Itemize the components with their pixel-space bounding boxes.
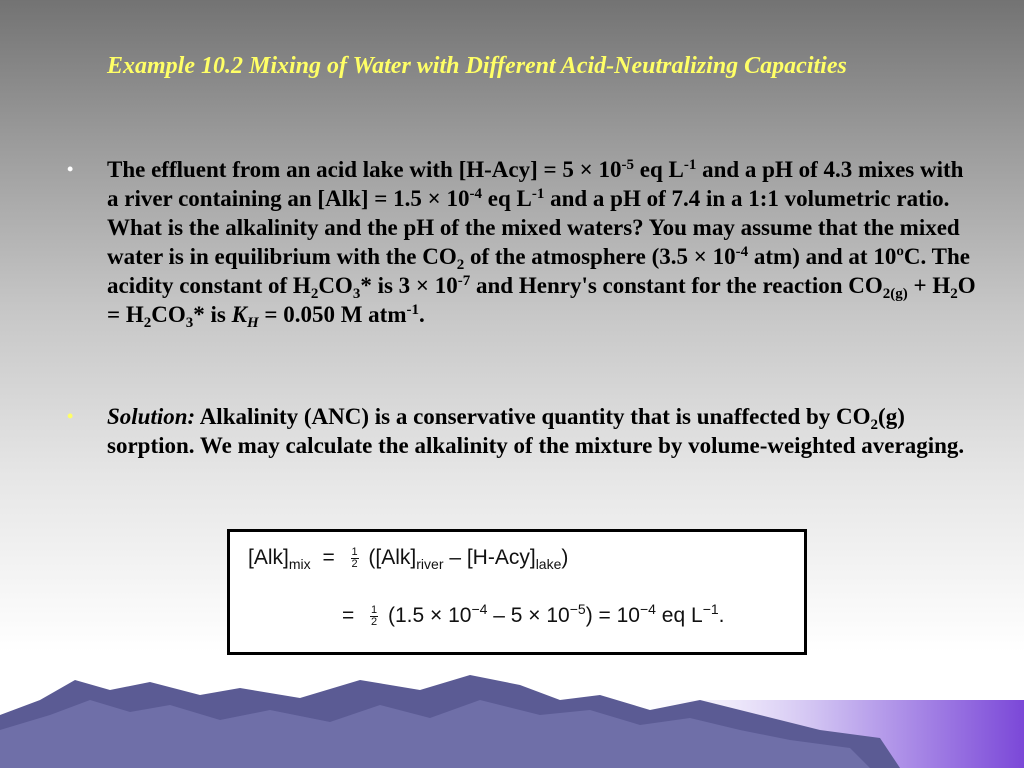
equation-box [227,529,807,655]
slide-title: Example 10.2 Mixing of Water with Different Acid-Neutralizing Capacities [107,53,847,79]
solution-text: Solution: Alkalinity (ANC) is a conservative quantity that is unaffected by $CO_2(g)$ sorption. We may calculate the alkalinity of the mixture by volume-weighted averaging. [107,404,965,458]
solution-bullet [67,402,977,460]
problem-bullet [67,155,977,331]
bullet-dot: • [67,406,74,426]
mountain-range-decoration [0,660,1024,768]
equation-line-2: = $\frac{1}{2}$ $(1.5 \times 10^{-4} - 5 \times 10^{-5}) = 10^{-4}$ eq $L^{-1}$. [342,601,725,628]
half-fraction: $\frac{1}{2}$ [351,545,358,570]
half-fraction: $\frac{1}{2}$ [371,603,378,628]
equation-line-1: $[Alk]_{mix}$ = $\frac{1}{2}$ $([Alk]_{river} - [H-Acy]_{lake})$ [248,545,569,572]
solution-label: Solution: [107,404,196,429]
bullet-dot: • [67,159,74,179]
problem-text: The effluent from an acid lake with $[H-Acy] = 5 \times 10^{-5}$ eq $L^{-1}$ and a pH of 4.3 mixes with a river containing an $[Alk] = 1.5 \times 10^{-4}$ eq $L^{-1}$ and a pH of 7.4 in a 1:1 volumetric ratio. What is the alkalinity and the pH of the mixed waters? You may assume that the mixed water is in equilibrium with the $CO_2$ of the atmosphere ($3.5 \times 10^{-4}$ atm) and at 10ºC. The acidity constant of $H_2CO_3*$ is $3 \times 10^{-7}$ and Henry's constant for the reaction $CO_{2(g)} + H_2O = H_2CO_3*$ is $K_H = 0.050$ M atm$^{-1}$. [107,157,976,331]
